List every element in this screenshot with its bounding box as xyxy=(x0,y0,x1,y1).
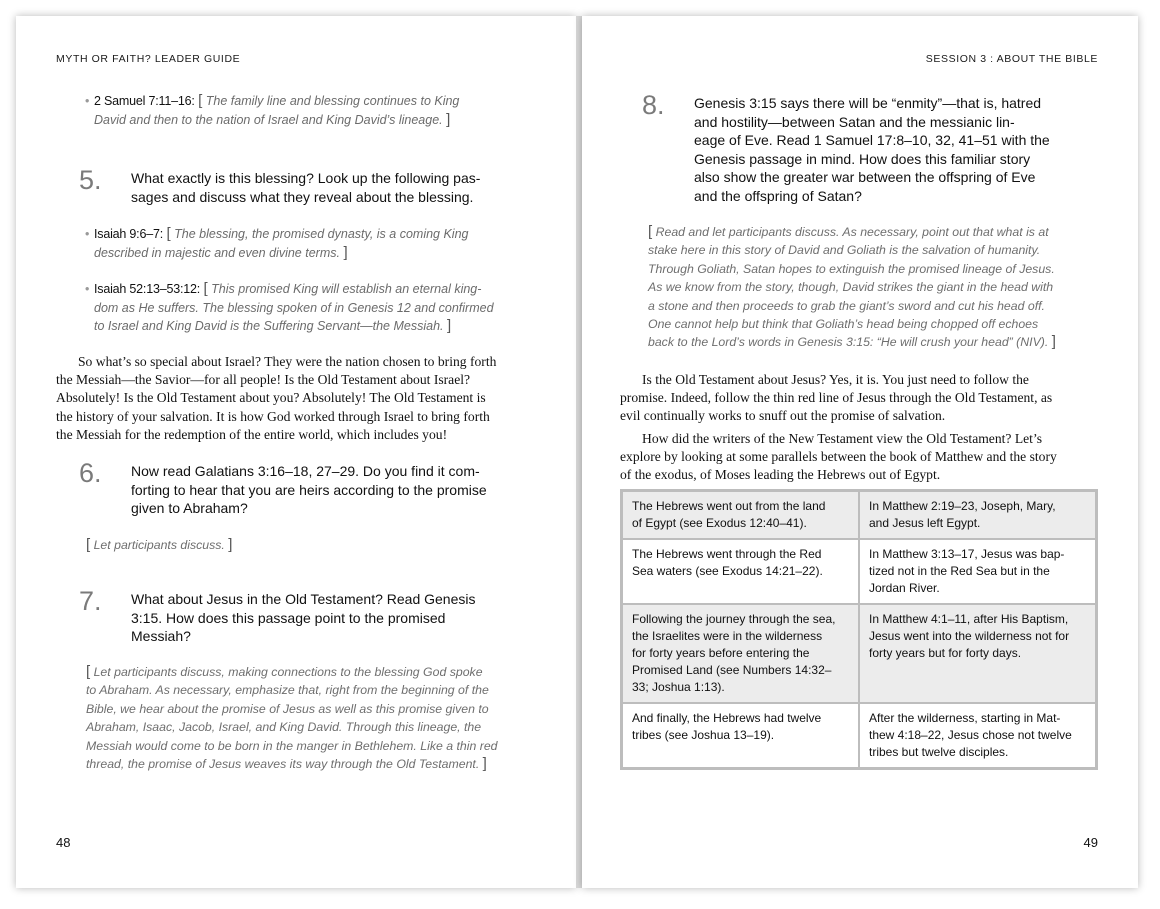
close-bracket: ] xyxy=(446,317,452,334)
table-cell-ot xyxy=(622,604,859,703)
paragraph-line: Is the Old Testament about Jesus? Yes, it is. You just need to follow the xyxy=(642,372,1029,387)
cell-line: Following the journey through the sea, xyxy=(632,612,836,626)
cell-line: Jordan River. xyxy=(868,581,940,595)
question-line: and the offspring of Satan? xyxy=(694,187,862,204)
paragraph-line: promise. Indeed, follow the thin red line of Jesus through the Old Testament, as xyxy=(620,390,1053,406)
cell-line: tribes (see Joshua 13–19). xyxy=(632,728,775,742)
close-bracket: ] xyxy=(228,536,233,553)
answer-q6 xyxy=(86,536,526,554)
note-line: The family line and blessing continues to King xyxy=(205,94,460,108)
table-cell-ot xyxy=(622,539,859,604)
question-number: 6. xyxy=(79,458,102,488)
cell-line: of Egypt (see Exodus 12:40–41). xyxy=(632,516,807,530)
cell-line: The Hebrews went through the Red xyxy=(632,547,822,561)
cell-line: and Jesus left Egypt. xyxy=(868,516,981,530)
question-line: also show the greater war between the offspring of Eve xyxy=(694,169,1036,185)
open-bracket: [ xyxy=(203,280,208,297)
cell-line: Promised Land (see Numbers 14:32– xyxy=(632,663,832,677)
note-line: to Israel and King David is the Suffering Servant—the Messiah. xyxy=(94,319,444,333)
running-head-right: SESSION 3 : ABOUT THE BIBLE xyxy=(925,53,1098,65)
table-cell-nt xyxy=(859,604,1097,703)
open-bracket: [ xyxy=(198,92,203,109)
answer-line: Through Goliath, Satan hopes to extinguish the promised lineage of Jesus. xyxy=(648,261,1055,276)
answer-line: Bible, we hear about the promise of Jesus as well as this promise given to xyxy=(86,701,489,716)
running-head-left: MYTH OR FAITH? LEADER GUIDE xyxy=(56,53,241,65)
answer-q8 xyxy=(648,223,1088,352)
note-line: dom as He suffers. The blessing spoken of in Genesis 12 and confirmed xyxy=(94,300,494,315)
close-bracket: ] xyxy=(482,755,487,773)
paragraph-line: the history of your salvation. It is how God worked through Israel to bring forth xyxy=(56,408,490,424)
cell-line: the Israelites were in the wilderness xyxy=(632,629,823,643)
paragraph-line: the Messiah—the Savior—for all people! Is the Old Testament about Israel? xyxy=(56,372,471,388)
question-line: What exactly is this blessing? Look up the following pas- xyxy=(131,170,481,186)
answer-line: stake here in this story of David and Goliath is the salvation of humanity. xyxy=(648,243,1041,258)
paragraph-line: Absolutely! Is the Old Testament about you? Absolutely! The Old Testament is xyxy=(56,390,486,406)
answer-line: One cannot help but think that Goliath’s head being chopped off echoes xyxy=(648,317,1039,332)
paragraph-line: explore by looking at some parallels between the book of Matthew and the story xyxy=(620,449,1057,465)
cell-line: In Matthew 3:13–17, Jesus was bap- xyxy=(868,547,1065,561)
close-bracket: ] xyxy=(343,243,348,261)
open-bracket: [ xyxy=(86,536,91,553)
question-7 xyxy=(79,586,549,650)
cell-line: for forty years before entering the xyxy=(632,646,810,660)
cell-line: thew 4:18–22, Jesus chose not twelve xyxy=(868,728,1072,742)
answer-line: thread, the promise of Jesus weaves its way through the Old Testament. xyxy=(86,757,480,772)
question-number: 7. xyxy=(79,586,102,616)
open-bracket: [ xyxy=(648,223,653,240)
table-cell-nt xyxy=(859,703,1097,769)
cell-line: The Hebrews went out from the land xyxy=(632,499,826,513)
question-5 xyxy=(79,165,549,209)
answer-line: back to the Lord’s words in Genesis 3:15: “He will crush your head” (NIV). xyxy=(648,335,1049,350)
table-row xyxy=(622,491,1097,540)
note-line: This promised King will establish an eternal king- xyxy=(211,282,482,296)
table-cell-nt xyxy=(859,539,1097,604)
close-bracket: ] xyxy=(446,110,451,128)
body-paragraph-jesus xyxy=(620,371,1096,426)
note-line: David and then to the nation of Israel and King David’s lineage. xyxy=(94,112,443,127)
answer-line: As we know from the story, though, David strikes the giant in the head with xyxy=(648,280,1054,295)
answer-line: Let participants discuss, making connections to the blessing God spoke xyxy=(93,665,483,679)
table-row xyxy=(622,703,1097,769)
bullet-dot: • xyxy=(85,282,90,296)
cell-line: In Matthew 4:1–11, after His Baptism, xyxy=(868,612,1069,626)
question-line: eage of Eve. Read 1 Samuel 17:8–10, 32, 41–51 with the xyxy=(694,132,1050,148)
question-line: What about Jesus in the Old Testament? Read Genesis xyxy=(131,591,476,607)
question-line: given to Abraham? xyxy=(131,500,248,516)
paragraph-line: of the exodus, of Moses leading the Hebrews out of Egypt. xyxy=(620,467,941,483)
cell-line: Jesus went into the wilderness not for xyxy=(868,629,1070,643)
cell-line: tribes but twelve disciples. xyxy=(868,745,1009,759)
question-line: and hostility—between Satan and the messianic lin- xyxy=(694,113,1015,130)
table-row xyxy=(622,539,1097,604)
bullet-isaiah-9 xyxy=(85,225,514,262)
answer-line: Abraham, Isaac, Jacob, Israel, and King David. Through this lineage, the xyxy=(86,720,482,735)
page-number-left: 48 xyxy=(56,835,71,850)
note-line: described in majestic and even divine terms. xyxy=(94,245,340,260)
body-paragraph-israel xyxy=(56,353,534,444)
question-line: Genesis 3:15 says there will be “enmity”—that is, hatred xyxy=(694,95,1042,111)
paragraph-line: evil continually works to snuff out the promise of salvation. xyxy=(620,408,946,424)
open-bracket: [ xyxy=(166,225,171,242)
table-row xyxy=(622,604,1097,703)
paragraph-line: the Messiah for the redemption of the entire world, which includes you! xyxy=(56,426,448,442)
paragraph-line: How did the writers of the New Testament view the Old Testament? Let’s xyxy=(642,431,1043,446)
question-number: 8. xyxy=(642,90,665,120)
page-number-right: 49 xyxy=(1083,835,1098,850)
bullet-2-samuel xyxy=(85,92,514,129)
question-number: 5. xyxy=(79,165,102,195)
question-line: forting to hear that you are heirs according to the promise xyxy=(131,481,487,498)
paragraph-line: So what’s so special about Israel? They were the nation chosen to bring forth xyxy=(78,354,497,369)
answer-q7 xyxy=(86,663,526,773)
question-8 xyxy=(642,90,1112,206)
cell-line: tized not in the Red Sea but in the xyxy=(868,564,1050,578)
open-bracket: [ xyxy=(86,663,91,680)
scripture-ref: 2 Samuel 7:11–16: xyxy=(94,94,195,108)
question-6 xyxy=(79,458,549,522)
body-paragraph-parallels xyxy=(620,430,1096,485)
answer-line: a stone and then proceeds to grab the giant’s sword and cut his head off. xyxy=(648,298,1045,313)
question-line: Now read Galatians 3:16–18, 27–29. Do you find it com- xyxy=(131,463,480,479)
scripture-ref: Isaiah 52:13–53:12: xyxy=(94,282,201,296)
bullet-isaiah-52 xyxy=(85,280,524,336)
note-line: The blessing, the promised dynasty, is a coming King xyxy=(174,227,469,241)
left-page xyxy=(16,16,576,888)
right-page xyxy=(582,16,1138,888)
cell-line: Sea waters (see Exodus 14:21–22). xyxy=(632,564,823,578)
table-cell-ot xyxy=(622,491,859,540)
table-cell-ot xyxy=(622,703,859,769)
cell-line: forty years but for forty days. xyxy=(868,646,1022,660)
question-line: Genesis passage in mind. How does this familiar story xyxy=(694,150,1031,167)
table-cell-nt xyxy=(859,491,1097,540)
question-line: sages and discuss what they reveal about the blessing. xyxy=(131,188,474,205)
close-bracket: ] xyxy=(1051,333,1056,351)
bullet-dot: • xyxy=(85,94,90,108)
scripture-ref: Isaiah 9:6–7: xyxy=(94,227,163,241)
bullet-dot: • xyxy=(85,227,90,241)
cell-line: After the wilderness, starting in Mat- xyxy=(868,711,1061,725)
parallels-table xyxy=(620,489,1098,770)
answer-line: Read and let participants discuss. As necessary, point out that what is at xyxy=(655,225,1049,239)
question-line: Messiah? xyxy=(131,628,191,644)
answer-text: Let participants discuss. xyxy=(93,538,225,552)
cell-line: And finally, the Hebrews had twelve xyxy=(632,711,822,725)
cell-line: 33; Joshua 1:13). xyxy=(632,680,725,694)
cell-line: In Matthew 2:19–23, Joseph, Mary, xyxy=(868,499,1056,513)
answer-line: to Abraham. As necessary, emphasize that, right from the beginning of the xyxy=(86,683,489,698)
question-line: 3:15. How does this passage point to the promised xyxy=(131,609,446,626)
answer-line: Messiah would come to be born in the manger in Bethlehem. Like a thin red xyxy=(86,738,498,753)
